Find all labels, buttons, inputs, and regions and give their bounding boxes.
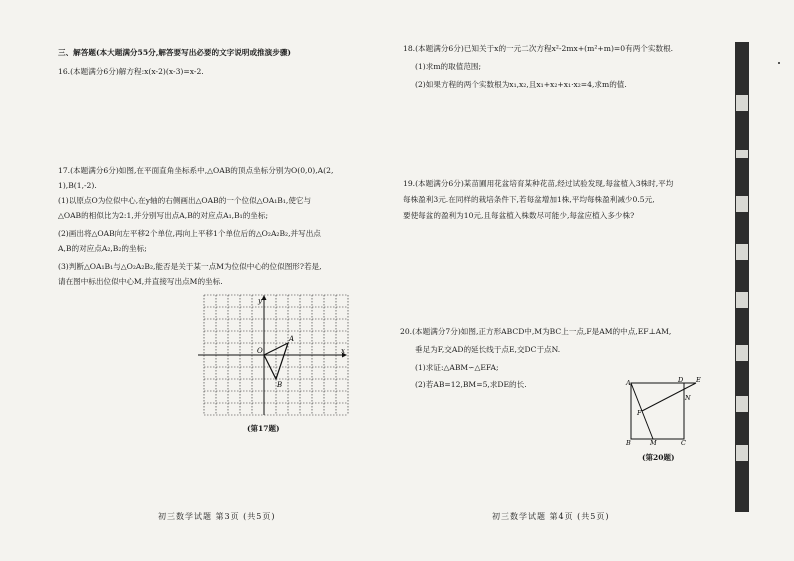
- point-a-label: A: [289, 335, 295, 343]
- figure-17-grid: [196, 295, 346, 420]
- section-heading: 三、解答题(本大题满分55分,解答要写出必要的文字说明或推演步骤): [58, 48, 292, 57]
- binding-strip-mark: [736, 445, 748, 461]
- question-17-line2: 1),B(1,-2).: [58, 181, 97, 190]
- binding-strip-mark: [736, 396, 748, 412]
- binding-strip: [735, 42, 749, 512]
- question-17-part2-line1: (2)画出将△OAB向左平移2个单位,再向上平移1个单位后的△O₂A₂B₂,并写出点: [58, 229, 321, 238]
- question-17-part2-line2: A,B的对应点A₂,B₂的坐标;: [58, 244, 147, 253]
- y-axis-label: y: [258, 297, 262, 305]
- scan-speck: [778, 62, 780, 64]
- question-19-line1: 19.(本题满分6分)某苗圃用花盆培育某种花苗,经过试验发现,每盆植入3株时,平均: [403, 179, 674, 188]
- question-18-part1: (1)求m的取值范围;: [415, 62, 482, 71]
- figure-20-square: [623, 376, 703, 446]
- right-page: [397, 0, 737, 561]
- point-b-label: B: [277, 381, 283, 389]
- point-d-label: D: [678, 376, 684, 384]
- question-19-line2: 每株盈利3元.在同样的栽培条件下,若每盆增加1株,平均每株盈利减少0.5元,: [403, 195, 655, 204]
- point-e-label: E: [696, 376, 701, 384]
- point-b-label: B: [626, 439, 631, 447]
- right-page-footer: 初三数学试题 第4页 (共5页): [492, 512, 610, 521]
- point-c-label: C: [681, 439, 686, 447]
- question-17-part3-line1: (3)判断△OA₁B₁与△O₂A₂B₂,能否是关于某一点M为位似中心的位似图形?若是,: [58, 262, 322, 271]
- point-f-label: F: [637, 409, 642, 417]
- question-17-part1-line2: △OAB的相似比为2:1,并分别写出点A,B的对应点A₁,B₁的坐标;: [58, 211, 269, 220]
- question-20-part2: (2)若AB=12,BM=5,求DE的长.: [415, 380, 527, 389]
- question-17-line1: 17.(本题满分6分)如图,在平面直角坐标系中,△OAB的顶点坐标分别为O(0,0),A(2,: [58, 166, 334, 175]
- question-19-line3: 要使每盆的盈利为10元,且每盆植入株数尽可能少,每盆应植入多少株?: [403, 211, 635, 220]
- point-m-label: M: [650, 439, 657, 447]
- left-page-footer: 初三数学试题 第3页 (共5页): [158, 512, 276, 521]
- question-20-line2: 垂足为F,交AD的延长线于点E,交DC于点N.: [415, 345, 561, 354]
- figure-20-caption: (第20题): [642, 453, 675, 462]
- binding-strip-mark: [736, 95, 748, 111]
- point-o-label: O: [257, 347, 263, 355]
- question-16: 16.(本题满分6分)解方程:x(x-2)(x-3)=x-2.: [58, 67, 204, 76]
- point-n-label: N: [685, 394, 691, 402]
- binding-strip-mark: [736, 345, 748, 361]
- question-20-part1: (1)求证:△ABM∽△EFA;: [415, 363, 499, 372]
- binding-strip-mark: [736, 244, 748, 260]
- binding-strip-mark: [736, 292, 748, 308]
- question-17-part3-line2: 请在图中标出位似中心M,并直接写出点M的坐标.: [58, 277, 223, 286]
- binding-strip-mark: [736, 196, 748, 212]
- question-18-part2: (2)如果方程的两个实数根为x₁,x₂,且x₁+x₂+x₁·x₂=4,求m的值.: [415, 80, 627, 89]
- x-axis-label: x: [341, 347, 345, 355]
- y-axis-arrow: [262, 295, 267, 300]
- point-a-label: A: [626, 379, 631, 387]
- figure-17-caption: (第17题): [247, 424, 280, 433]
- question-20-line1: 20.(本题满分7分)如图,正方形ABCD中,M为BC上一点,F是AM的中点,EF⊥AM,: [400, 327, 672, 336]
- question-18-line1: 18.(本题满分6分)已知关于x的一元二次方程x²-2mx+(m²+m)=0有两个实数根.: [403, 44, 674, 53]
- binding-strip-mark: [736, 150, 748, 158]
- question-17-part1-line1: (1)以原点O为位似中心,在y轴的右侧画出△OAB的一个位似△OA₁B₁,使它与: [58, 196, 312, 205]
